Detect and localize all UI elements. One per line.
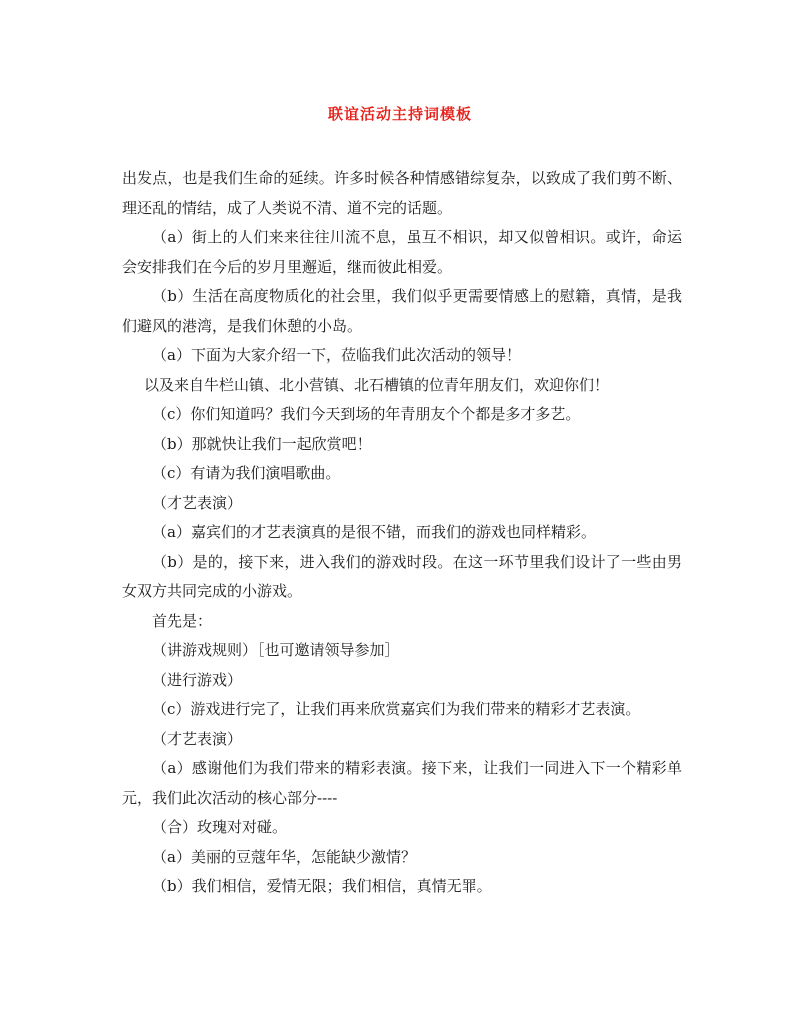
paragraph: （b）我们相信，爱情无限；我们相信，真情无罪。 (152, 877, 492, 895)
document-body (122, 164, 682, 902)
paragraph: （a）街上的人们来来往往川流不息，虽互不相识，却又似曾相识。或许，命运会安排我们在今后的岁月里邂逅，继而彼此相爱。 (122, 228, 682, 276)
document-title: 联谊活动主持词模板 (327, 105, 472, 123)
paragraph: （a）美丽的豆蔻年华，怎能缺少激情？ (152, 847, 416, 866)
paragraph: （才艺表演） (152, 493, 243, 512)
paragraph: （合）玫瑰对对碰。 (152, 818, 288, 836)
paragraph: （才艺表演） (152, 729, 243, 748)
paragraph: （a）嘉宾们的才艺表演真的是很不错，而我们的游戏也同样精彩。 (152, 523, 596, 541)
paragraph: （b）那就快让我们一起欣赏吧！ (152, 434, 372, 453)
paragraph: 出发点，也是我们生命的延续。许多时候各种情感错综复杂，以致成了我们剪不断、理还乱的情结，成了人类说不清、道不完的话题。 (122, 169, 682, 217)
paragraph: （b）是的，接下来，进入我们的游戏时段。在这一环节里我们设计了一些由男女双方共同完成的小游戏。 (122, 552, 682, 600)
paragraph: （a）感谢他们为我们带来的精彩表演。接下来，让我们一同进入下一个精彩单元，我们此次活动的核心部分---- (122, 759, 682, 807)
paragraph: 以及来自牛栏山镇、北小营镇、北石槽镇的位青年朋友们，欢迎你们！ (144, 375, 610, 394)
paragraph: （c）有请为我们演唱歌曲。 (152, 464, 341, 482)
paragraph: （b）生活在高度物质化的社会里，我们似乎更需要情感上的慰籍，真情，是我们避风的港湾，是我们休憩的小岛。 (122, 287, 682, 335)
paragraph: （进行游戏） (152, 670, 243, 689)
paragraph: （a）下面为大家介绍一下，莅临我们此次活动的领导！ (152, 346, 521, 364)
paragraph: （c）游戏进行完了，让我们再来欣赏嘉宾们为我们带来的精彩才艺表演。 (152, 700, 641, 718)
paragraph: （c）你们知道吗？我们今天到场的年青朋友个个都是多才多艺。 (152, 405, 581, 423)
paragraph: 首先是： (152, 611, 213, 630)
paragraph: （讲游戏规则）［也可邀请领导参加］ (152, 641, 400, 659)
